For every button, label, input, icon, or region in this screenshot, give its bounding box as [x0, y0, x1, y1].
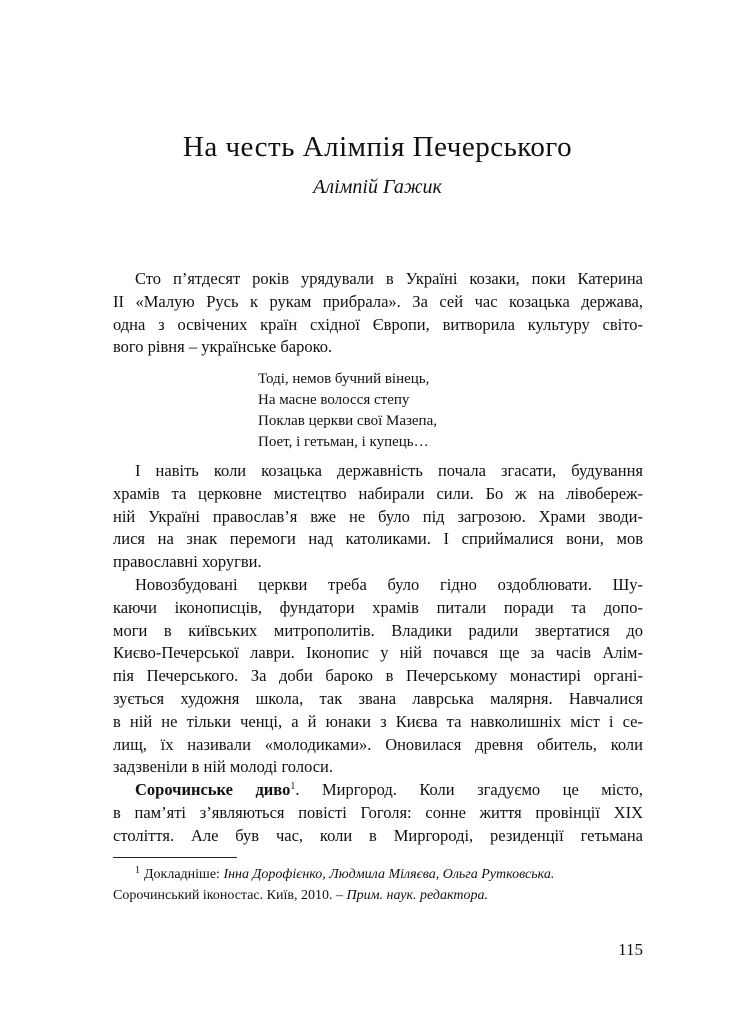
text-line: православні хоругви. — [113, 552, 262, 572]
footnote-prefix: Докладніше: — [144, 867, 224, 882]
footnote-divider — [113, 857, 237, 858]
poem-line: Тоді, немов бучний вінець, — [258, 371, 430, 387]
text-line: одна з освічених країн східної Європи, витворила культуру світо- — [113, 314, 643, 334]
text-line: зується художня школа, так звана лаврська малярня. Навчалися — [113, 688, 643, 708]
text-line: ній Україні православ’я вже не було під загрозою. Храми зводи- — [113, 506, 643, 526]
text-line: II «Малую Русь к рукам прибрала». За сей час козацька держава, — [113, 291, 643, 311]
poem-line: Поклав церкви свої Мазепа, — [258, 413, 437, 429]
text-line: вого рівня – українське бароко. — [113, 337, 333, 357]
footnote — [113, 864, 643, 906]
text-line: в пам’яті з’являються повісті Гоголя: сонне життя провінції XIX — [113, 802, 643, 822]
poem-line: На масне волосся степу — [258, 392, 410, 408]
text-line: століття. Але був час, коли в Миргороді, резиденції гетьмана — [113, 825, 643, 845]
section-lead: Сорочинське диво — [135, 780, 291, 800]
text-line: пія Печерського. За доби бароко в Печерському монастирі органі- — [113, 666, 643, 686]
text-line: храмів та церковне мистецтво набирали сили. Бо ж на лівобереж- — [113, 483, 643, 503]
footnote-authors: Інна Дорофієнко, Людмила Міляєва, Ольга Рутковська. — [223, 867, 555, 882]
footnote-mark: 1 — [135, 865, 140, 876]
text-line — [113, 779, 643, 802]
footnote-editor-note: Прим. наук. редактора. — [346, 888, 488, 903]
text-line: задзвеніли в ній молоді голоси. — [113, 757, 334, 777]
page-number: 115 — [618, 940, 643, 959]
text-line: лищ, їх називали «молодиками». Оновилася древня обитель, коли — [113, 734, 643, 754]
paragraph-1 — [113, 268, 643, 359]
text-line: в ній не тільки ченці, а й юнаки з Києва та навколишніх міст і се- — [113, 711, 643, 731]
text-line: Києво-Печерської лаври. Іконопис у ній почався ще за часів Алім- — [113, 643, 643, 663]
text-line: моги в київських митрополитів. Владики радили звертатися до — [113, 620, 643, 640]
footnote-reference[interactable]: 1 — [290, 781, 296, 793]
article-author: Алімпій Гажик — [313, 176, 442, 198]
text-line: каючи іконописців, фундатори храмів питали поради та допо- — [113, 597, 643, 617]
footnote-line — [113, 864, 643, 885]
footnote-line — [113, 885, 643, 906]
text-line: Сто п’ятдесят років урядували в Україні козаки, поки Катерина — [135, 269, 643, 288]
text-fragment: . Миргород. Коли згадуємо це місто, — [295, 780, 643, 800]
text-line: Новозбудовані церкви треба було гідно оздоблювати. Шу- — [135, 574, 643, 594]
article-title: На честь Алімпія Печерського — [182, 131, 573, 164]
body-text — [113, 460, 643, 848]
text-line: І навіть коли козацька державність почала згасати, будування — [135, 461, 643, 480]
footnote-source: Сорочинський іконостас. Київ, 2010. – — [113, 888, 347, 903]
poem-line: Поет, і гетьман, і купець… — [258, 434, 429, 450]
text-line: лися на знак перемоги над католиками. І сприймалися вони, мов — [113, 529, 643, 549]
poem-quote — [258, 369, 437, 453]
